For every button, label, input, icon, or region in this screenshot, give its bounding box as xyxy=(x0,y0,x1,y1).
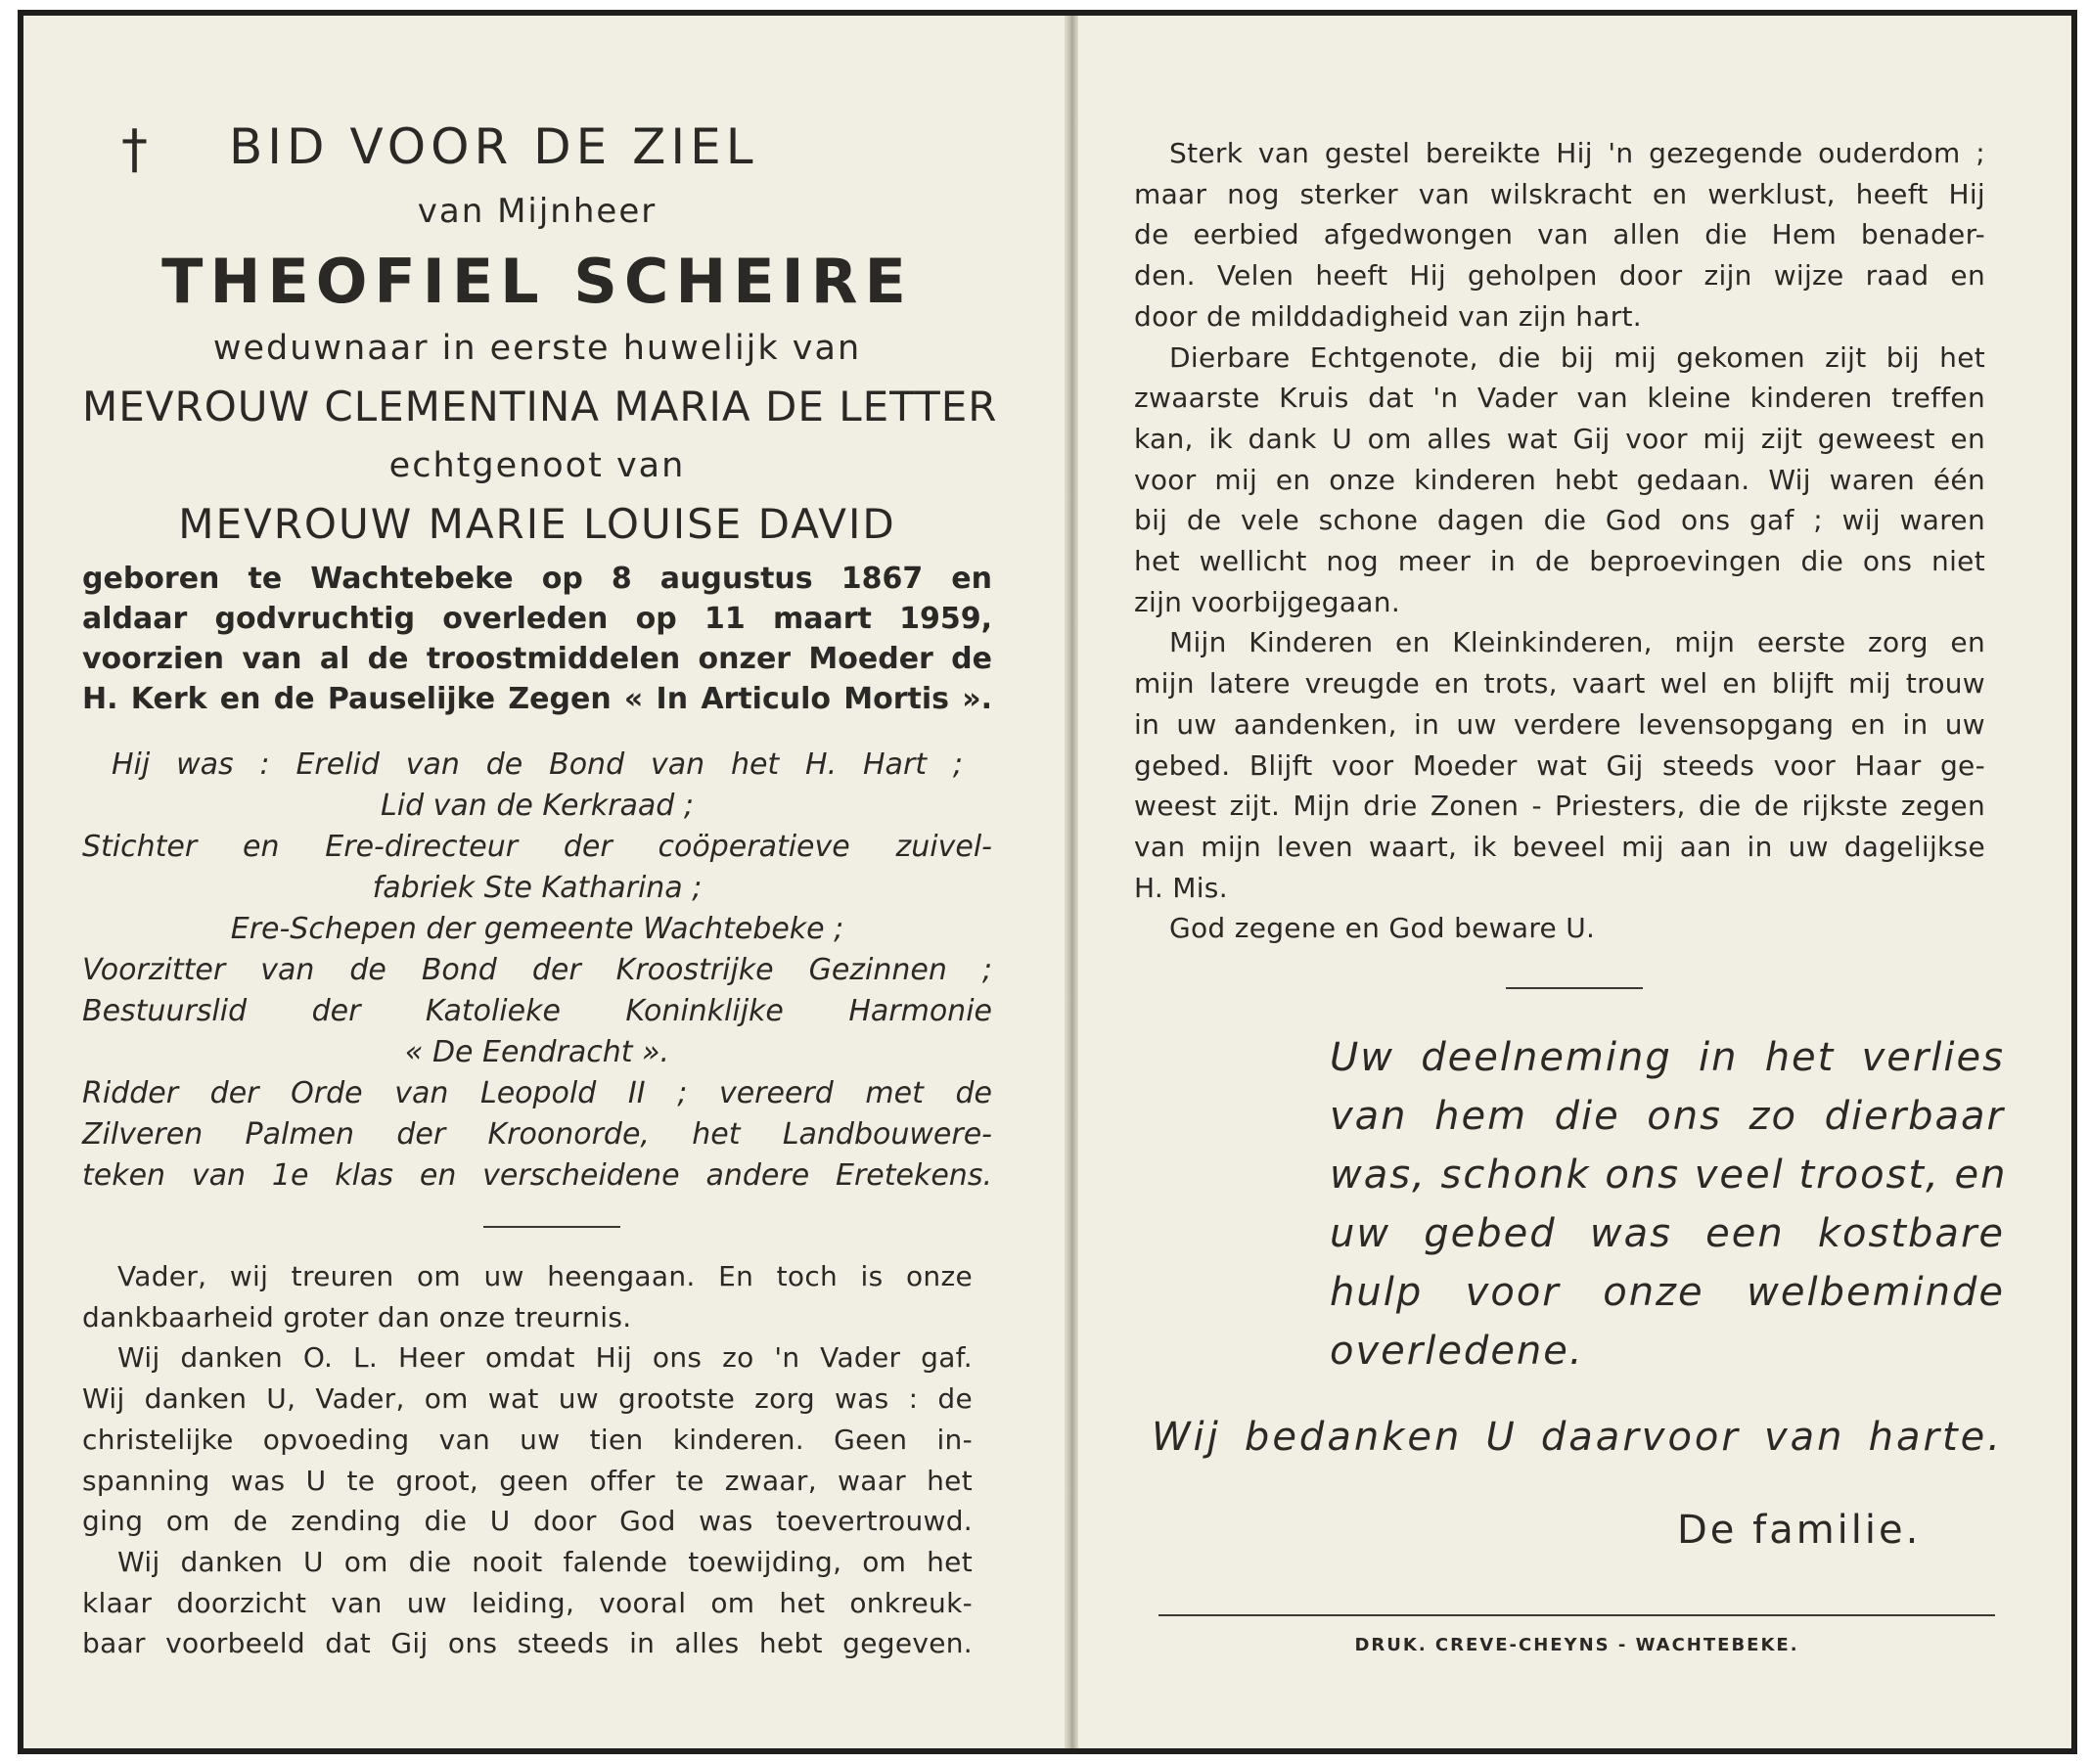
left-prose xyxy=(82,1256,973,1664)
quote-line: overledene. xyxy=(1330,1329,1584,1374)
honor-line: Bestuurslid der Katolieke Koninklijke Harmonie xyxy=(82,994,992,1028)
divider xyxy=(483,1226,620,1228)
biography xyxy=(82,559,992,719)
married-line: echtgenoot van xyxy=(388,446,686,485)
prose-line: voor mij en onze kinderen hebt gedaan. Wij waren één xyxy=(1134,463,1985,496)
prose-line: dankbaarheid groter dan onze treurnis. xyxy=(82,1300,632,1334)
honor-line: Stichter en Ere-directeur der coöperatieve zuivel- xyxy=(82,830,992,864)
deceased-name: THEOFIEL SCHEIRE xyxy=(161,246,913,317)
honor-line: fabriek Ste Katharina ; xyxy=(372,871,703,905)
prose-line: maar nog sterker van wilskracht en werklust, heeft Hij xyxy=(1134,177,1985,210)
honorific: van Mijnheer xyxy=(417,192,658,231)
quote-line: was, schonk ons veel troost, en xyxy=(1330,1153,2008,1198)
prose-line: de eerbied afgedwongen van allen die Hem benader- xyxy=(1134,218,1985,251)
prose-line: Wij danken U, Vader, om wat uw grootste zorg was : de xyxy=(82,1382,973,1416)
prose-line: bij de vele schone dagen die God ons gaf ; wij waren xyxy=(1134,504,1985,537)
prose-line: mijn latere vreugde en trots, vaart wel en blijft mij trouw xyxy=(1134,667,1985,701)
prose-line: zwaarste Kruis dat 'n Vader van kleine kinderen treffen xyxy=(1134,382,1985,415)
prose-line: Vader, wij treuren om uw heengaan. En toch is onze xyxy=(117,1260,973,1292)
divider xyxy=(1506,987,1643,989)
prose-line: klaar doorzicht van uw leiding, vooral om het onkreuk- xyxy=(82,1586,973,1619)
honor-line: Zilveren Palmen der Kroonorde, het Landbouwere- xyxy=(82,1117,992,1152)
prose-line: Sterk van gestel bereikte Hij 'n gezegende ouderdom ; xyxy=(1169,137,1985,169)
honor-line: Ridder der Orde van Leopold II ; vereerd met de xyxy=(82,1076,992,1110)
prose-line: Wij danken O. L. Heer omdat Hij ons zo 'n Vader gaf. xyxy=(117,1341,973,1375)
prose-line: spanning was U te groot, geen offer te zwaar, waar het xyxy=(82,1464,973,1497)
bio-line: voorzien van al de troostmiddelen onzer Moeder de xyxy=(82,642,992,676)
prose-line: Mijn Kinderen en Kleinkinderen, mijn eerste zorg en xyxy=(1169,626,1985,659)
prose-line: weest zijt. Mijn drie Zonen - Priesters, die de rijkste zegen xyxy=(1134,790,1985,823)
quote-line: hulp voor onze welbeminde xyxy=(1330,1270,2005,1315)
prose-line: baar voorbeeld dat Gij ons steeds in alles hebt gegeven. xyxy=(82,1627,973,1660)
prose-line: H. Mis. xyxy=(1134,871,1228,904)
honor-line: teken van 1e klas en verscheidene andere Eretekens. xyxy=(82,1158,992,1193)
cross-icon: † xyxy=(121,118,154,180)
bio-line: aldaar godvruchtig overleden op 11 maart 1959, xyxy=(82,602,992,636)
prose-line: in uw aandenken, in uw verdere levensopgang en in uw xyxy=(1134,707,1985,741)
prose-line: den. Velen heeft Hij geholpen door zijn wijze raad en xyxy=(1134,259,1985,293)
second-spouse: MEVROUW MARIE LOUISE DAVID xyxy=(178,500,896,548)
title-row xyxy=(82,118,992,187)
prose-line: Wij danken U om die nooit falende toewijding, om het xyxy=(117,1545,973,1578)
bio-line: geboren te Wachtebeke op 8 augustus 1867 en xyxy=(82,562,992,596)
prose-line: christelijke opvoeding van uw tien kinderen. Geen in- xyxy=(82,1423,973,1456)
footer-rule xyxy=(1158,1614,1995,1616)
prose-line: door de milddadigheid van zijn hart. xyxy=(1134,299,1643,333)
card-fold xyxy=(1065,16,1078,1748)
printer-credit: DRUK. CREVE-CHEYNS - WACHTEBEKE. xyxy=(1354,1635,1799,1655)
honor-line: Ere-Schepen der gemeente Wachtebeke ; xyxy=(230,912,844,946)
bio-line: H. Kerk en de Pauselijke Zegen « In Articulo Mortis ». xyxy=(82,682,992,716)
prose-line: zijn voorbijgegaan. xyxy=(1134,585,1401,618)
prose-line: Dierbare Echtgenote, die bij mij gekomen zijt bij het xyxy=(1169,340,1985,374)
honors-list xyxy=(82,745,992,1197)
prose-line: het wellicht nog meer in de beproevingen die ons niet xyxy=(1134,545,1985,578)
acknowledgement-quote xyxy=(1330,1028,2008,1380)
honor-line: Lid van de Kerkraad ; xyxy=(381,789,694,823)
thanks-line: Wij bedanken U daarvoor van harte. xyxy=(1152,1415,2003,1460)
family-signature: De familie. xyxy=(1677,1508,1922,1553)
honor-line: Voorzitter van de Bond der Kroostrijke Gezinnen ; xyxy=(82,953,992,987)
honor-line: « De Eendracht ». xyxy=(404,1035,670,1069)
honor-line: Hij was : Erelid van de Bond van het H. Hart ; xyxy=(112,747,963,782)
right-prose xyxy=(1134,133,1985,949)
prose-line: kan, ik dank U om alles wat Gij voor mij zijt geweest en xyxy=(1134,422,1985,455)
widower-line: weduwnaar in eerste huwelijk van xyxy=(212,329,862,368)
quote-line: uw gebed was een kostbare xyxy=(1330,1211,2005,1256)
memorial-card xyxy=(18,10,2077,1754)
first-spouse: MEVROUW CLEMENTINA MARIA DE LETTER xyxy=(82,383,998,430)
quote-line: Uw deelneming in het verlies xyxy=(1330,1035,2005,1080)
prose-line: gebed. Blijft voor Moeder wat Gij steeds voor Haar ge- xyxy=(1134,748,1985,782)
prose-line: ging om de zending die U door God was toevertrouwd. xyxy=(82,1505,973,1538)
prose-line: God zegene en God beware U. xyxy=(1169,912,1596,945)
left-panel xyxy=(82,16,998,1748)
quote-line: van hem die ons zo dierbaar xyxy=(1330,1094,2005,1139)
prose-line: van mijn leven waart, ik beveel mij aan in uw dagelijkse xyxy=(1134,830,1985,863)
prayer-title: BID VOOR DE ZIEL xyxy=(229,118,758,175)
right-panel xyxy=(1134,16,2008,1748)
